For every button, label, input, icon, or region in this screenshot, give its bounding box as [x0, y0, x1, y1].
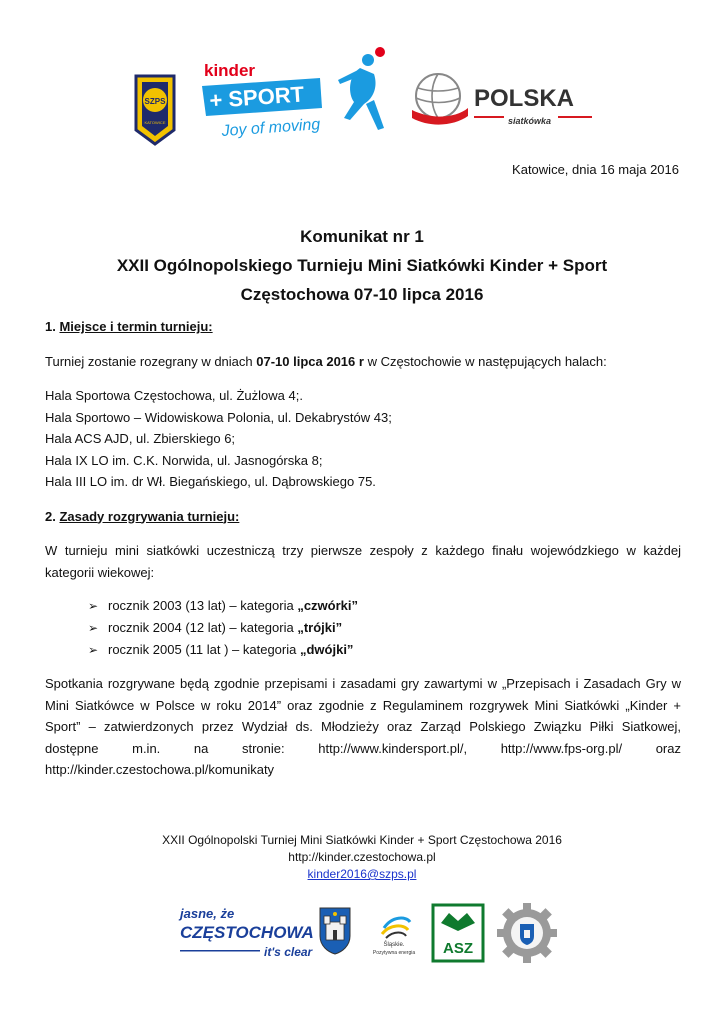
- document-date: Katowice, dnia 16 maja 2016: [512, 162, 679, 177]
- category-name: „trójki”: [297, 620, 343, 635]
- category-text: rocznik 2005 (11 lat ) – kategoria: [108, 642, 300, 657]
- category-list: [45, 595, 681, 661]
- section-1-intro-after: w Częstochowie w następujących halach:: [363, 353, 607, 369]
- section-2-heading-text: Zasady rozgrywania turnieju:: [59, 508, 240, 524]
- slaskie-logo-icon: [366, 906, 422, 956]
- kinder-tagline-text: Joy of moving: [221, 116, 321, 140]
- gear-emblem-icon: [496, 902, 558, 964]
- category-text: rocznik 2003 (13 lat) – kategoria: [108, 598, 298, 613]
- kinder-sport-text: + SPORT: [208, 81, 305, 113]
- footer: [0, 832, 724, 883]
- title-line-1: Komunikat nr 1: [300, 227, 424, 246]
- category-name: „dwójki”: [299, 642, 354, 657]
- footer-title: XXII Ogólnopolski Turniej Mini Siatkówki Kinder + Sport Częstochowa 2016: [162, 833, 562, 847]
- arrow-bullet-icon: ➢: [88, 599, 99, 613]
- hall-item: Hala Sportowa Częstochowa, ul. Żużlowa 4;.: [45, 388, 303, 403]
- hall-item: Hala III LO im. dr Wł. Biegańskiego, ul. Dąbrowskiego 75.: [45, 474, 376, 489]
- kinder-brand-text: kinder: [204, 61, 256, 80]
- hall-item: Hala IX LO im. C.K. Norwida, ul. Jasnogórska 8;: [45, 452, 323, 468]
- section-1-heading-text: Miejsce i termin turnieju:: [59, 319, 213, 334]
- asz-logo-icon: [431, 903, 485, 963]
- arrow-bullet-icon: ➢: [88, 643, 99, 657]
- slaskie-line-2: Pozytywna energia: [372, 950, 416, 956]
- section-2-intro: W turnieju mini siatkówki uczestniczą trzy pierwsze zespoły z każdego finału wojewódzkiego w każdej kategorii wiekowej:: [45, 543, 681, 580]
- szps-badge-icon: [132, 74, 178, 146]
- jasne-line-1: jasne, że: [180, 906, 235, 921]
- category-text: rocznik 2004 (12 lat) – kategoria: [108, 620, 298, 635]
- section-1-heading: [45, 316, 681, 338]
- category-item: [45, 639, 681, 661]
- polska-siatkowka-logo-icon: [408, 70, 594, 132]
- polska-logo-text: POLSKA: [474, 85, 575, 112]
- document-title: [0, 222, 724, 309]
- jasne-line-2: CZĘSTOCHOWA: [180, 923, 314, 942]
- section-1-intro-before: Turniej zostanie rozegrany w dniach: [45, 353, 257, 369]
- section-1-number: 1.: [45, 319, 56, 334]
- section-1-intro-dates: 07-10 lipca 2016 r: [256, 353, 364, 369]
- rules-paragraph: Spotkania rozgrywane będą zgodnie przepisami i zasadami gry zawartymi w „Przepisach i Zasadach Gry w Mini Siatkówce w Polsce w roku 2014” oraz zgodnie z Regulaminem rozgrywek Mini Siatkówki „Kinder + Sport” – zatwierdzonych przez Wydział ds. Młodzieży oraz Zarząd Polskiego Związku Piłki Siatkowej, dostępne m.in. na stronie: http://www.kindersport.pl/, http://www.fps-org.pl/ oraz http://kinder.czestochowa.pl/komunikaty: [45, 676, 681, 777]
- section-2-number: 2.: [45, 508, 56, 524]
- title-line-2: XXII Ogólnopolskiego Turnieju Mini Siatkówki Kinder + Sport: [116, 256, 608, 275]
- jasne-line-3: it's clear: [264, 945, 313, 959]
- czestochowa-coat-of-arms-icon: [318, 906, 352, 956]
- category-item: [45, 595, 681, 617]
- polska-logo-subtext: siatkówka: [508, 116, 552, 126]
- footer-website: http://kinder.czestochowa.pl: [288, 850, 436, 864]
- hall-item: Hala Sportowo – Widowiskowa Polonia, ul. Dekabrystów 43;: [45, 409, 392, 425]
- szps-badge-subtext: KATOWICE: [144, 120, 166, 125]
- slaskie-line-1: Śląskie.: [383, 942, 405, 948]
- arrow-bullet-icon: ➢: [88, 621, 99, 635]
- title-line-3: Częstochowa 07-10 lipca 2016: [240, 285, 484, 304]
- footer-email-link[interactable]: kinder2016@szps.pl: [307, 867, 417, 881]
- section-1-intro: [45, 351, 681, 373]
- section-2-heading: [45, 506, 681, 528]
- jasne-ze-czestochowa-logo-icon: [178, 904, 318, 962]
- category-item: [45, 617, 681, 639]
- document-body: [45, 316, 681, 781]
- szps-badge-text: SZPS: [144, 97, 166, 106]
- category-name: „czwórki”: [297, 598, 359, 613]
- kinder-sport-logo-icon: [198, 46, 398, 150]
- asz-logo-text: ASZ: [443, 940, 473, 957]
- hall-item: Hala ACS AJD, ul. Zbierskiego 6;: [45, 431, 236, 446]
